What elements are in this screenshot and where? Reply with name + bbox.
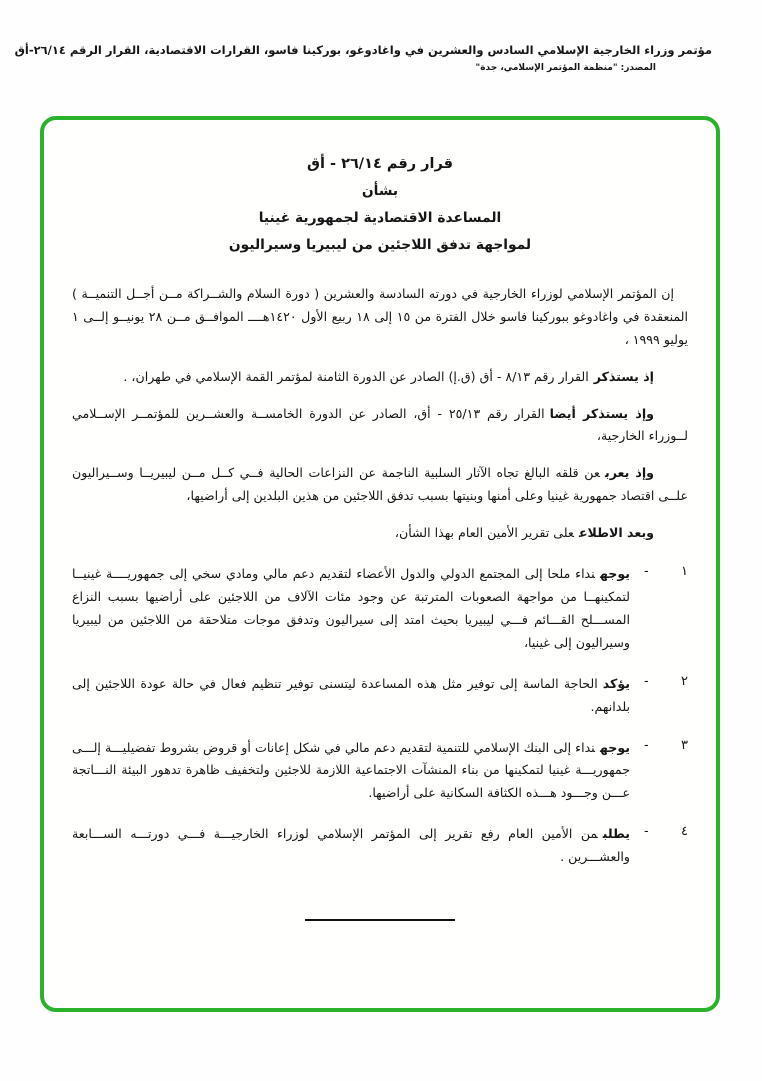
- header-source: المصدر: "منظمة المؤتمر الإسلامي، جدة": [475, 62, 656, 73]
- paragraph-lead: وبعد الاطلاع: [578, 525, 654, 541]
- item-marker: [630, 673, 688, 689]
- item-lead: يوجه: [599, 566, 630, 582]
- resolution-item-4: [72, 823, 688, 869]
- item-text: الحاجة الماسة إلى توفير مثل هذه المساعدة ليتسنى توفير تنظيم فعال في حالة عودة اللاجئين إلى بلدانهم.: [72, 675, 630, 714]
- item-lead: يؤكد: [602, 675, 630, 691]
- recalling-paragraph-1: [72, 366, 688, 389]
- item-dash: -: [644, 564, 649, 580]
- preamble-paragraph: [72, 283, 688, 352]
- item-text-block: [72, 823, 630, 869]
- resolution-item-3: [72, 737, 688, 806]
- paragraph-text: على تقرير الأمين العام بهذا الشأن،: [394, 525, 574, 541]
- paragraph-lead: وإذ يستذكر أيضا: [549, 405, 654, 421]
- title-block: [72, 150, 688, 259]
- item-dash: -: [644, 737, 649, 753]
- document-header: [0, 0, 762, 73]
- paragraph-text: القرار رقم ٢٥/١٣ - أق، الصادر عن الدورة الخامســة والعشــرين للمؤتمــر الإســلامي لــوزراء الخارجية،: [72, 405, 688, 444]
- item-marker: [630, 823, 688, 839]
- green-border-frame: [40, 116, 720, 1012]
- item-number: ١: [681, 564, 688, 580]
- item-text: نداء إلى البنك الإسلامي للتنمية لتقديم دعم مالي في شكل إعانات أو قروض بشروط تفضيليـــة إلـــى جمهوريـــة غينيا لتمكينها من بناء المنشآت الاجتماعية اللازمة للاجئين ولتخفيف ظاهرة تدهور البيئة النـــاتجة عـــن وجـــود هـــذه الكثافة السكانية على أراضيها.: [72, 739, 630, 801]
- item-marker: [630, 563, 688, 579]
- resolution-number-title: قرار رقم ٢٦/١٤ - أق: [307, 156, 453, 172]
- paragraph-text: إن المؤتمر الإسلامي لوزراء الخارجية في دورته السادسة والعشرين ( دورة السلام والشــراكة مــن أجــل التنميــة ) المنعقدة في واغادوغو ببوركينا فاسو خلال الفترة من ١٥ إلى ١٨ ربيع الأول ١٤٢٠هــــ الموافــق مــن ٢٨ يونيــو إلــى ١ يوليو ١٩٩٩ ،: [72, 285, 688, 347]
- resolution-item-1: [72, 563, 688, 655]
- paragraph-lead: وإذ يعرب: [604, 465, 654, 481]
- item-text: نداء ملحا إلى المجتمع الدولي والدول الأعضاء لتقديم دعم مالي ومادي سخي إلى جمهوريــــة غينيــا لتمكينهــا من مواجهة الصعوبات المترتبة عن وجود مئات الآلاف من اللاجئين على أراضيها بسبب النزاع المســـلح القـــائم فـــي ليبيريا بحيث امتد إلى سيراليون وتدفق موجات متلاحقة من اللاجئين من ليبيريا وسيراليون إلى غينيا،: [72, 566, 630, 650]
- item-number: ٤: [681, 824, 688, 840]
- resolution-item-2: [72, 673, 688, 719]
- item-text-block: [72, 673, 630, 719]
- item-dash: -: [644, 824, 649, 840]
- title-subject-line-1: المساعدة الاقتصادية لجمهورية غينيا: [258, 210, 502, 227]
- concern-paragraph: [72, 462, 688, 508]
- paragraph-text: القرار رقم ٨/١٣ - أق (ق.إ) الصادر عن الدورة الثامنة لمؤتمر القمة الإسلامي في طهران، .: [123, 368, 589, 384]
- title-subject-line-2: لمواجهة تدفق اللاجئين من ليبيريا وسيراليون: [228, 237, 532, 254]
- secretary-report-paragraph: [72, 522, 688, 545]
- item-dash: -: [644, 673, 649, 689]
- resolution-items-list: [72, 563, 688, 869]
- item-number: ٣: [681, 737, 688, 753]
- item-text-block: [72, 737, 630, 806]
- item-text-block: [72, 563, 630, 655]
- item-marker: [630, 737, 688, 753]
- item-lead: يطلب: [602, 826, 630, 842]
- recalling-paragraph-2: [72, 403, 688, 449]
- item-text: من الأمين العام رفع تقرير إلى المؤتمر الإسلامي لوزراء الخارجيـــة فـــي دورتـــه الســـابعة والعشـــرين .: [72, 826, 630, 865]
- title-regarding: بشأن: [361, 183, 399, 200]
- item-lead: يوجه: [599, 739, 630, 755]
- item-number: ٢: [681, 673, 688, 689]
- paragraph-text: عن قلقه البالغ تجاه الآثار السلبية الناجمة عن النزاعات الحالية فــي كــل مــن ليبيريــا وســيراليون علــى اقتصاد جمهورية غينيا وعلى أمنها وبنيتها بسبب تدفق اللاجئين من هذين البلدين إلى أراضيها،: [72, 465, 688, 504]
- end-divider: [305, 919, 455, 921]
- paragraph-lead: إذ يستذكر: [593, 368, 654, 384]
- header-citation: مؤتمر وزراء الخارجية الإسلامي السادس والعشرين في واغادوغو، بوركينا فاسو، القرارات الاقتصادية، القرار الرقم ٢٦/١٤-أق: [14, 43, 712, 57]
